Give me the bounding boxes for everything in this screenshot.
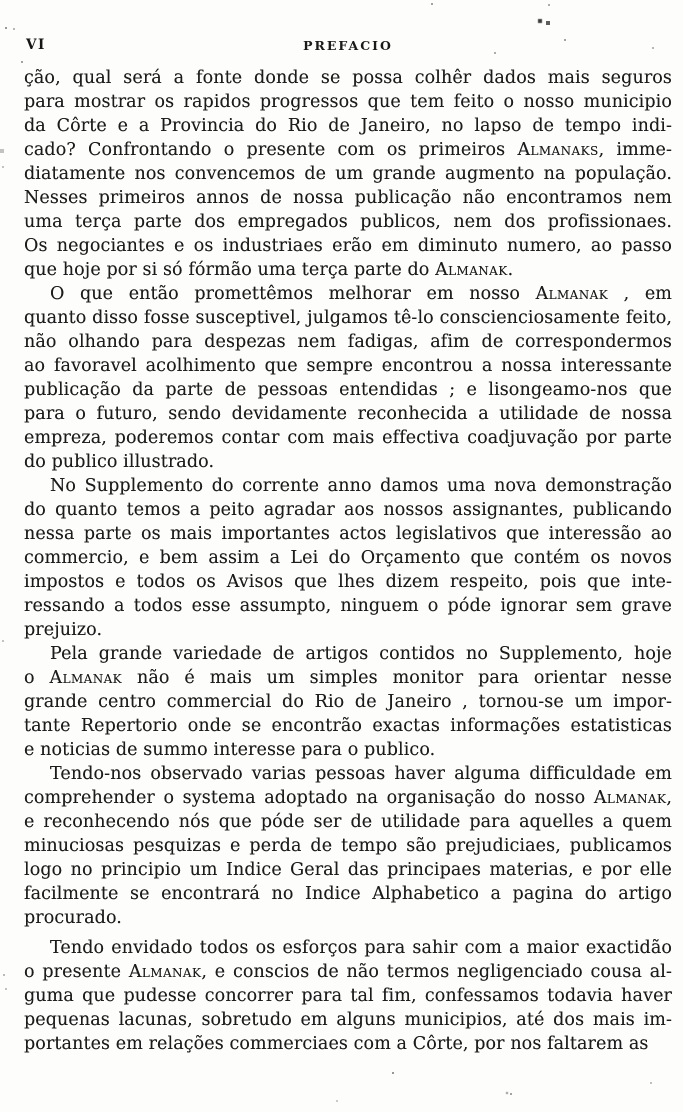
text-line: publicação da parte de pessoas entendidas ; e lisongeamo-nos que bbox=[24, 380, 672, 400]
page-header bbox=[24, 37, 672, 53]
text-line: o Almanak não é mais um simples monitor para orientar nesse bbox=[24, 668, 672, 688]
paragraph bbox=[24, 474, 672, 642]
scan-artifacts bbox=[0, 0, 2, 2]
text-line: portantes em relações commerciaes com a Côrte, por nos faltarem as bbox=[24, 1034, 649, 1054]
smallcaps-word: Almanak bbox=[535, 284, 609, 304]
text-line: para mostrar os rapidos progressos que tem feito o nosso municipio bbox=[24, 92, 672, 112]
text-line: quanto disso fosse susceptivel, julgamos tê-lo conscienciosamente feito, bbox=[24, 308, 672, 328]
text-line: o presente Almanak, e conscios de não termos negligenciado cousa al- bbox=[24, 962, 672, 982]
text-line: O que então promettêmos melhorar em nosso Almanak , em bbox=[50, 284, 672, 304]
text-line: uma terça parte dos empregados publicos, nem dos profissionaes. bbox=[24, 212, 672, 232]
text-line: do publico illustrado. bbox=[24, 452, 215, 472]
text-line: Pela grande variedade de artigos contidos no Supplemento, hoje bbox=[50, 644, 672, 664]
running-title: PREFACIO bbox=[303, 38, 393, 53]
text-line: Nesses primeiros annos de nossa publicação não encontramos nem bbox=[24, 188, 672, 208]
paragraph bbox=[24, 936, 672, 1056]
text-line: procurado. bbox=[24, 908, 122, 928]
text-line: da Côrte e a Provincia do Rio de Janeiro, no lapso de tempo indi- bbox=[24, 116, 672, 136]
paragraph bbox=[24, 642, 672, 762]
text-line: ção, qual será a fonte donde se possa colhêr dados mais seguros bbox=[24, 68, 672, 88]
text-line: para o futuro, sendo devidamente reconhecida a utilidade de nossa bbox=[24, 404, 672, 424]
text-line: não olhando para despezas nem fadigas, afim de correspondermos bbox=[24, 332, 672, 352]
text-line: do quanto temos a peito agradar aos nossos assignantes, publicando bbox=[24, 500, 672, 520]
smallcaps-word: Almanaks bbox=[517, 140, 599, 160]
text-line: nessa parte os mais importantes actos legislativos que interessão ao bbox=[24, 524, 672, 544]
text-line: No Supplemento do corrente anno damos uma nova demonstração bbox=[50, 476, 672, 496]
smallcaps-word: Almanak bbox=[435, 260, 508, 280]
text-line: Os negociantes e os industriaes erão em diminuto numero, ao passo bbox=[24, 236, 672, 256]
paragraph bbox=[24, 762, 672, 930]
text-line: guma que pudesse concorrer para tal fim, confessamos todavia haver bbox=[24, 986, 672, 1006]
text-line: que hoje por si só fórmão uma terça parte do Almanak. bbox=[24, 260, 514, 280]
text-line: ao favoravel acolhimento que sempre encontrou a nossa interessante bbox=[24, 356, 672, 376]
text-line: logo no principio um Indice Geral das principaes materias, e por elle bbox=[24, 860, 672, 880]
text-line: prejuizo. bbox=[24, 620, 103, 640]
text-line: commercio, e bem assim a Lei do Orçamento que contém os novos bbox=[24, 548, 672, 568]
text-line: Tendo-nos observado varias pessoas haver alguma difficuldade em bbox=[50, 764, 672, 784]
text-line: grande centro commercial do Rio de Janeiro , tornou-se um impor- bbox=[24, 692, 672, 712]
smallcaps-word: Almanak bbox=[593, 788, 667, 808]
text-line: ressando a todos esse assumpto, ninguem o póde ignorar sem grave bbox=[24, 596, 672, 616]
text-line: Tendo envidado todos os esforços para sahir com a maior exactidão bbox=[50, 938, 672, 958]
text-line: diatamente nos convencemos de um grande augmento na população. bbox=[24, 164, 672, 184]
page-number: VI bbox=[26, 37, 46, 53]
text-line: empreza, poderemos contar com mais effectiva coadjuvação por parte bbox=[24, 428, 672, 448]
page-body bbox=[24, 66, 672, 1056]
text-line: e reconhecendo nós que póde ser de utilidade para aquelles a quem bbox=[24, 812, 672, 832]
text-line: pequenas lacunas, sobretudo em alguns municipios, até dos mais im- bbox=[24, 1010, 672, 1030]
text-line: minuciosas pesquizas e perda de tempo são prejudiciaes, publicamos bbox=[24, 836, 672, 856]
paragraph bbox=[24, 66, 672, 282]
smallcaps-word: Almanak bbox=[128, 962, 202, 982]
text-line: cado? Confrontando o presente com os primeiros Almanaks, imme- bbox=[24, 140, 672, 160]
text-line: comprehender o systema adoptado na organisação do nosso Almanak, bbox=[24, 788, 672, 808]
smallcaps-word: Almanak bbox=[49, 668, 123, 688]
text-line: e noticias de summo interesse para o publico. bbox=[24, 740, 436, 760]
text-line: tante Repertorio onde se encontrão exactas informações estatisticas bbox=[24, 716, 672, 736]
text-line: impostos e todos os Avisos que lhes dizem respeito, pois que inte- bbox=[24, 572, 672, 592]
paragraph bbox=[24, 282, 672, 474]
text-line: facilmente se encontrará no Indice Alphabetico a pagina do artigo bbox=[24, 884, 672, 904]
